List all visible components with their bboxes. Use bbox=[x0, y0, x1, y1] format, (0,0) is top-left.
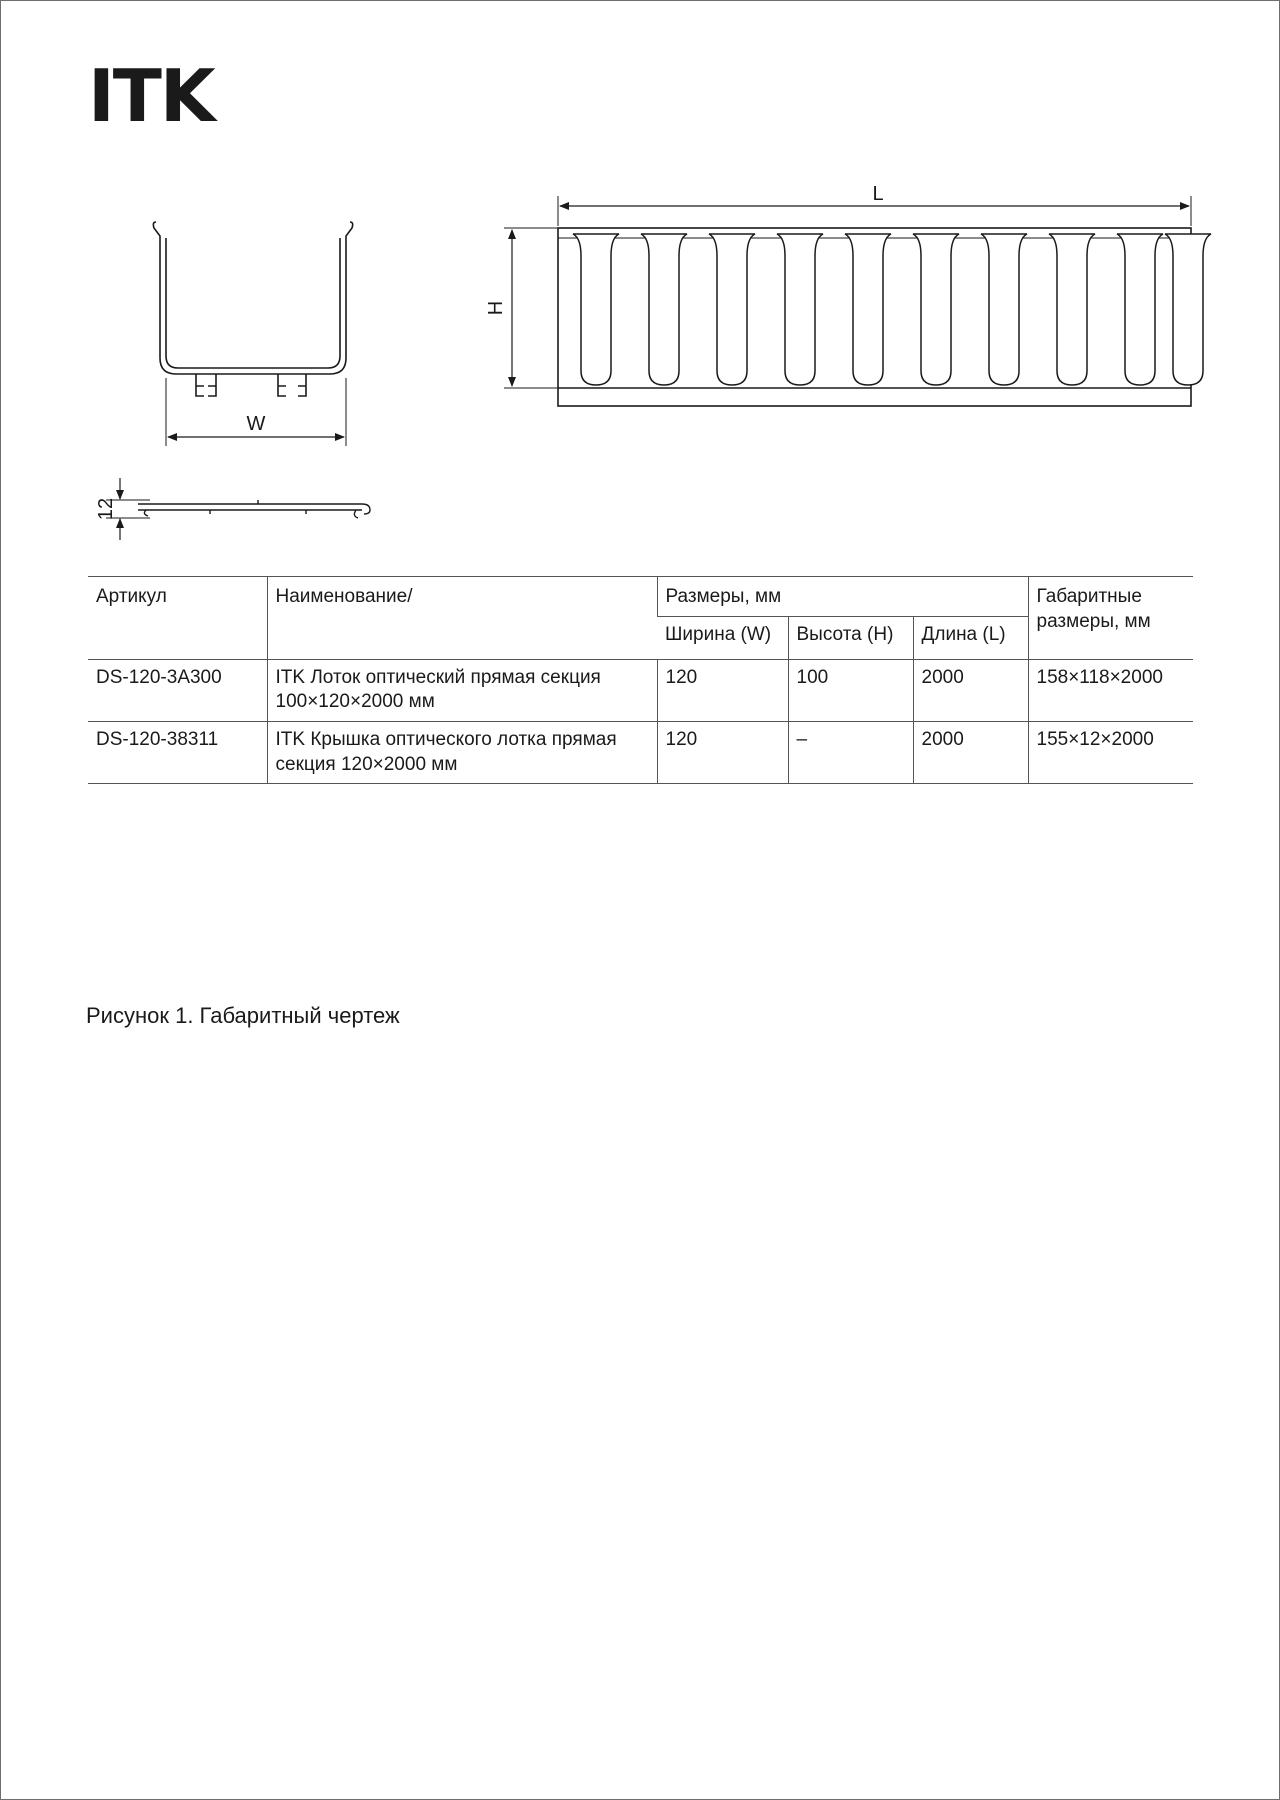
cover-profile bbox=[106, 500, 370, 518]
header-length: Длина (L) bbox=[913, 616, 1028, 659]
row-length: 2000 bbox=[913, 722, 1028, 784]
header-article: Артикул bbox=[88, 577, 267, 660]
row-name: ITK Крышка оптического лотка прямая секция 120×2000 мм bbox=[267, 722, 657, 784]
header-overall: Габаритные размеры, мм bbox=[1028, 577, 1193, 660]
row-overall: 158×118×2000 bbox=[1028, 659, 1193, 721]
spec-table bbox=[88, 576, 1193, 784]
perforation-slot bbox=[641, 234, 687, 385]
row-name: ITK Лоток оптический прямая секция 100×120×2000 мм bbox=[267, 659, 657, 721]
row-height: 100 bbox=[788, 659, 913, 721]
perforation-slot bbox=[777, 234, 823, 385]
table-row bbox=[88, 722, 1193, 784]
perforation-slot bbox=[573, 234, 619, 385]
row-overall: 155×12×2000 bbox=[1028, 722, 1193, 784]
perforation-slot bbox=[1049, 234, 1095, 385]
cover-height-label: 12 bbox=[95, 497, 117, 521]
header-dimensions: Размеры, мм bbox=[657, 577, 1028, 617]
perforation-slot bbox=[845, 234, 891, 385]
width-label: W bbox=[246, 413, 266, 435]
figure-caption: Рисунок 1. Габаритный чертеж bbox=[86, 1003, 400, 1028]
perforation-slot bbox=[1117, 234, 1163, 385]
row-height: – bbox=[788, 722, 913, 784]
header-height: Высота (H) bbox=[788, 616, 913, 659]
table-row bbox=[88, 659, 1193, 721]
row-length: 2000 bbox=[913, 659, 1028, 721]
perforation-slot bbox=[913, 234, 959, 385]
perforation-slot bbox=[981, 234, 1027, 385]
header-width: Ширина (W) bbox=[657, 616, 788, 659]
row-width: 120 bbox=[657, 722, 788, 784]
perforation-slot bbox=[709, 234, 755, 385]
tray-side-view bbox=[504, 196, 1211, 406]
row-width: 120 bbox=[657, 659, 788, 721]
dimension-drawing bbox=[0, 0, 1280, 560]
table-header-row bbox=[88, 577, 1193, 617]
perforation-slot bbox=[1165, 234, 1211, 385]
row-article: DS-120-38311 bbox=[88, 722, 267, 784]
length-label: L bbox=[872, 183, 884, 205]
height-label: H bbox=[485, 300, 507, 316]
header-name: Наименование/ bbox=[267, 577, 657, 660]
row-article: DS-120-3A300 bbox=[88, 659, 267, 721]
itk-logo: ITK bbox=[88, 54, 214, 138]
